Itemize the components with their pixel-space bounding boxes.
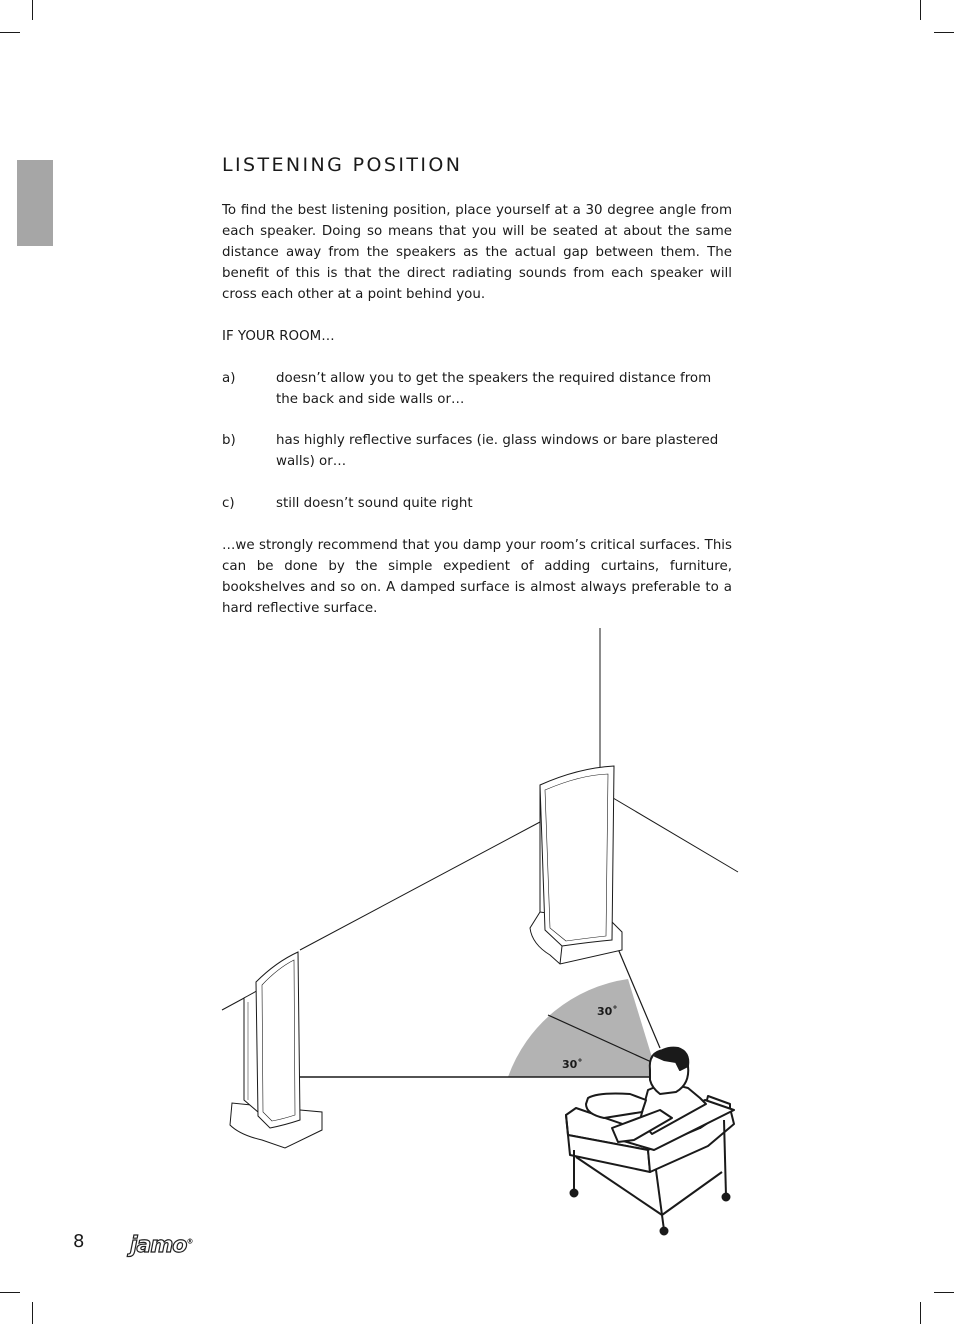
speaker-right — [530, 766, 622, 964]
list-item-text: still doesn’t sound quite right — [276, 496, 473, 511]
speaker-left — [230, 952, 322, 1148]
room-walls — [222, 628, 738, 1010]
list-item-letter: a) — [222, 371, 236, 386]
if-room-heading: IF YOUR ROOM… — [222, 329, 335, 344]
angle-label-upper: 30˚ — [597, 1005, 618, 1018]
page-number: 8 — [73, 1231, 85, 1252]
brand-logo-text: jamo — [130, 1233, 187, 1258]
list-item-text: has highly reflective surfaces (ie. glass windows or bare plastered walls) or… — [276, 433, 719, 469]
section-title: LISTENING POSITION — [222, 154, 463, 176]
list-item-text: doesn’t allow you to get the speakers the required distance from the back and side walls or… — [276, 371, 712, 407]
intro-paragraph: To find the best listening position, place yourself at a 30 degree angle from each speaker. Doing so means that you will be seated at about the same distance away from the speakers as the actual gap between them. The benefit of this is that the direct radiating sounds from each speaker will cross each other at a point behind you. — [222, 203, 732, 302]
angle-label-lower: 30˚ — [562, 1058, 583, 1071]
conclusion-paragraph: …we strongly recommend that you damp your room’s critical surfaces. This can be done by the simple expedient of adding curtains, furniture, bookshelves and so on. A damped surface is almost always preferable to a hard reflective surface. — [222, 538, 732, 616]
brand-logo — [130, 1233, 192, 1258]
list-item-letter: b) — [222, 433, 236, 448]
list-item-letter: c) — [222, 496, 235, 511]
registered-mark: ® — [186, 1237, 193, 1246]
angle-wedge — [508, 979, 658, 1077]
